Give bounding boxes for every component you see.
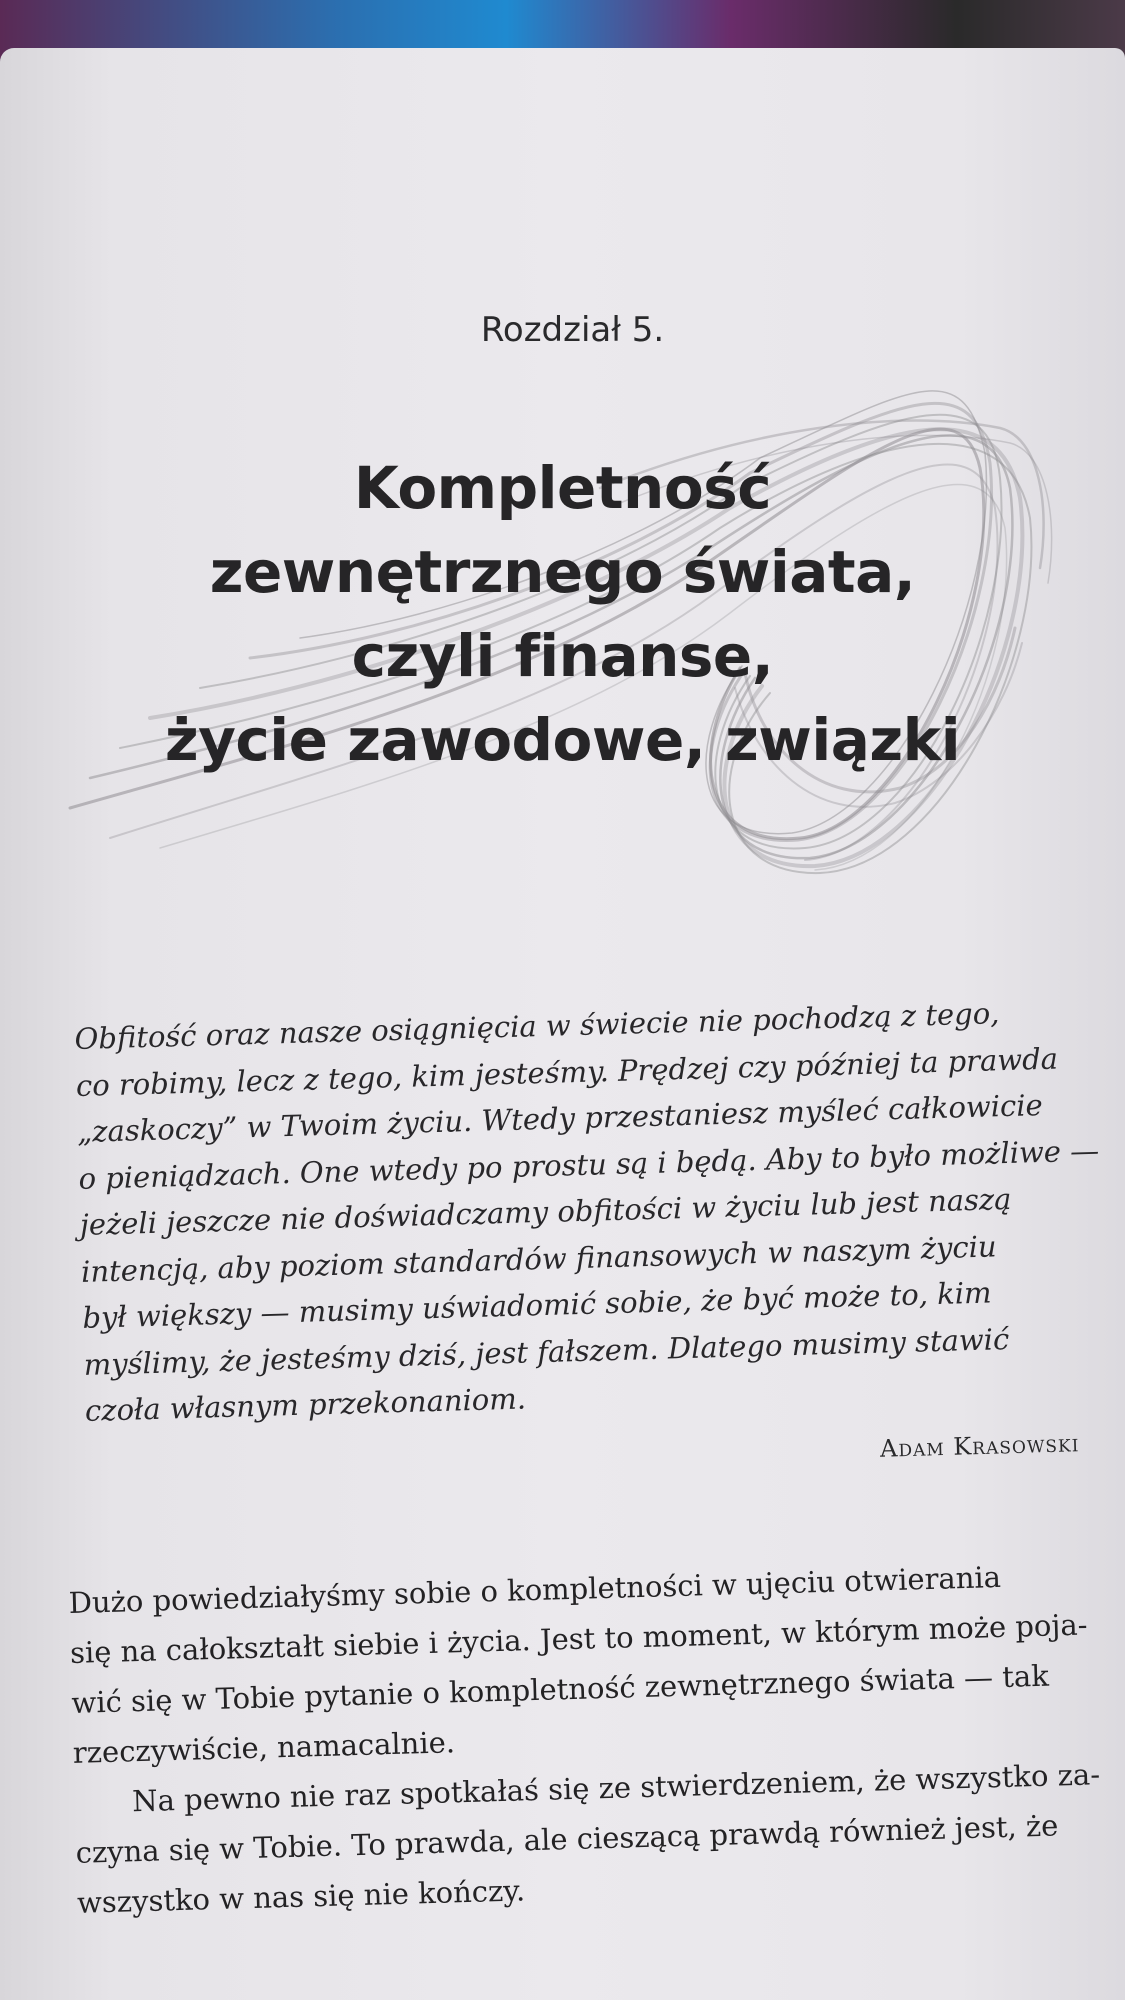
body-line: czyna się w Tobie. To prawda, ale cieszącą prawdą również jest, że [75, 1808, 1059, 1870]
chapter-title-line: życie zawodowe, związki [164, 706, 961, 774]
body-paragraphs [68, 1550, 1101, 1928]
epigraph-line: był większy — musimy uświadomić sobie, że być może to, kim [81, 1275, 992, 1335]
epigraph-line: „zaskoczy” w Twoim życiu. Wtedy przestaniesz myśleć całkowicie [76, 1087, 1044, 1149]
epigraph-quote [74, 988, 1100, 1434]
body-line: wszystko w nas się nie kończy. [76, 1873, 526, 1920]
chapter-number: Rozdział 5. [480, 310, 665, 350]
chapter-title-line: Kompletność [353, 454, 772, 522]
epigraph-line: jeżeli jeszcze nie doświadczamy obfitości w życiu lub jest naszą [79, 1181, 1012, 1242]
epigraph-line: o pieniądzach. One wtedy po prostu są i będą. Aby to było możliwe — [78, 1132, 1100, 1196]
chapter-title-line: zewnętrznego świata, [209, 538, 916, 606]
chapter-title-line: czyli finanse, [351, 622, 774, 690]
epigraph-line: intencją, aby poziom standardów finansowych w naszym życiu [80, 1228, 997, 1289]
book-page [0, 48, 1125, 2000]
epigraph-line: czoła własnym przekonaniom. [84, 1381, 527, 1428]
epigraph-line: co robimy, lecz z tego, kim jesteśmy. Prędzej czy później ta prawda [75, 1041, 1059, 1103]
body-line: rzeczywiście, namacalnie. [72, 1725, 456, 1770]
epigraph-author: Adam Krasowski [879, 1429, 1080, 1463]
body-line: Dużo powiedziałyśmy sobie o kompletności w ujęciu otwierania [68, 1559, 1002, 1620]
body-line: się na całokształt siebie i życia. Jest to moment, w którym może poja- [69, 1607, 1088, 1670]
body-line: wić się w Tobie pytanie o kompletność zewnętrznego świata — tak [71, 1658, 1050, 1720]
epigraph-line: myślimy, że jesteśmy dziś, jest fałszem. Dlatego musimy stawić [83, 1321, 1010, 1382]
chapter-title [60, 446, 1065, 782]
body-line: Na pewno nie raz spotkałaś się ze stwierdzeniem, że wszystko za- [131, 1757, 1101, 1819]
epigraph-line: Obfitość oraz nasze osiągnięcia w świecie nie pochodzą z tego, [74, 996, 1000, 1056]
